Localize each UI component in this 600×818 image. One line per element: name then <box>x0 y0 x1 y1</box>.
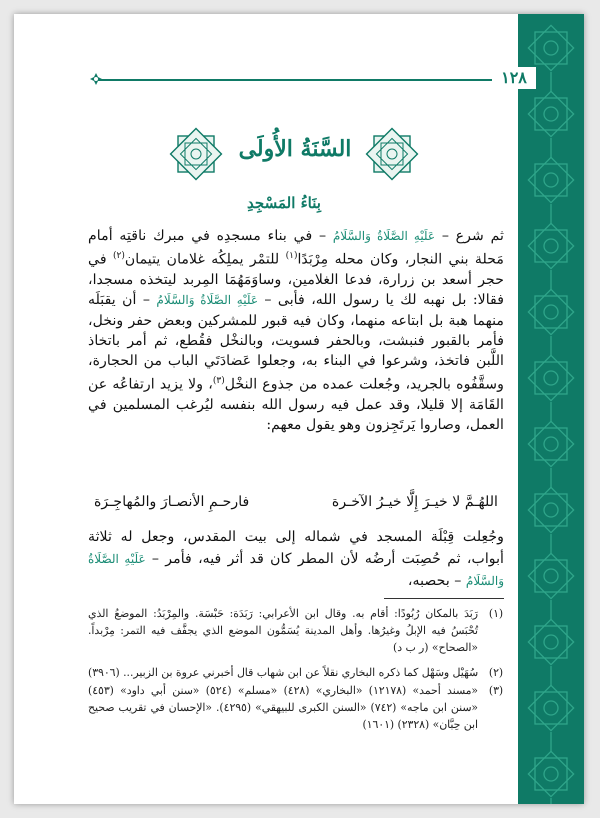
footnote-ref: (٢) <box>112 251 125 262</box>
footnote <box>88 682 508 733</box>
rosette-ornament-icon <box>364 126 420 182</box>
pattern-star <box>528 553 573 620</box>
honorific: عَلَيْهِ الصَّلَاةُ وَالسَّلَامُ <box>156 293 258 308</box>
text-run: – في بناء مسجدِه في مبرك ناقتِه أمام مَحلة بني النجار، وكان محله مِرْبَدًا <box>88 228 504 268</box>
text-run: – أن يقبَلَه منهما هبة بل ابتاعه منهما، وكان فيه قبور للمشركين وبعض حفر ونخل، فأمر بالقبور فنبشت، وبالحفر فسويت، وبالنخْل فقُطع، ثم أمر باتخاذ اللَّبن فاتخذ، وشرعوا في البناء به، وجعلوا عَضادَتَي الباب من الحجارة، وسقَّفُوه بالجريد، وجُعلت عمده من جذوع النخْل <box>88 292 504 393</box>
pattern-star <box>528 751 573 804</box>
pattern-star <box>528 421 573 488</box>
rosette-ornament-icon <box>168 126 224 182</box>
footnote-text: «مسند أحمد» (١٢١٧٨) «البخاري» (٤٢٨) «مسلم» (٥٢٤) «سنن أبي داود» (٤٥٣) «سنن ابن ماجه» (٧٤٢) «السنن الكبرى للبيهقي» (٤٢٩٥). «الإحسان في تقريب صحيح ابن حِبَّان» (٢٣٢٨) (١٦٠١) <box>88 684 478 731</box>
poem-hemistich: فارحـمِ الأنصـارَ والمُهاجِـرَة <box>94 494 250 510</box>
text-run: وجُعِلت قِبْلَة المسجد في شماله إلى بيت المقدس، وجعل له ثلاثة أبواب، ثم حُصِبَت أرضُه لأن المطر كان قد أثر فيه، فأمر – <box>88 529 504 567</box>
pattern-star <box>528 355 573 422</box>
text-run: للتمْر يملِكُه غلامان يتيمان <box>124 251 286 268</box>
footnote-text: سُهَيْل وسَهْل كما ذكره البخاري نقلاً عن ابن شهاب قال أخبرني عروة بن الزبير... (٣٩٠٦) <box>88 666 478 679</box>
main-text-continued <box>88 526 504 592</box>
page-number: ١٢٨ <box>492 67 536 89</box>
poem-hemistich: اللهُـمَّ لا خيـرَ إِلَّا خيـرُ الآخـرة <box>331 494 498 510</box>
header-rule <box>98 79 528 81</box>
pattern-star <box>528 223 573 290</box>
text-run: ، ولا يزيد ارتفاعُه عن القَامَة إلا قليلا، وقد عمل فيه رسول الله بنفسه ليُرغب المسلمين في العمل، وصاروا يَرتَجِزون وهو يقول معهم: <box>88 376 504 434</box>
footnote-number: (٢) <box>488 666 504 679</box>
decorative-side-band <box>518 14 584 804</box>
footnote-number: (١) <box>488 607 504 620</box>
subsection-title: بِنَاءُ المَسْجِدِ <box>247 194 321 212</box>
header-ornament-icon <box>90 73 102 85</box>
pattern-star <box>528 91 573 158</box>
footnote-ref: (٣) <box>212 376 225 387</box>
honorific: عَلَيْهِ الصَّلَاةُ وَالسَّلَامُ <box>88 552 504 588</box>
text-run: في حجر أسعد بن زرارة، فدعا الغلامين، وساوَمَهُمَا المِربد ليتخذه مسجدا، فقالا: بل نهبه لك يا رسول الله، فأبى – <box>88 251 504 309</box>
pattern-star <box>528 157 573 224</box>
book-page <box>14 14 584 804</box>
section-heading <box>174 126 414 192</box>
main-text <box>88 226 504 436</box>
footnote-separator <box>384 598 504 599</box>
pattern-star <box>528 619 573 686</box>
honorific: عَلَيْهِ الصَّلَاةُ وَالسَّلَامُ <box>332 229 436 243</box>
text-run: – بحصبه، <box>407 573 466 589</box>
footnote-number: (٣) <box>488 684 504 697</box>
pattern-star <box>528 289 573 356</box>
poem-verse <box>88 494 504 516</box>
footnote-ref: (١) <box>285 251 298 262</box>
text-run: ثم شرع – <box>435 228 504 244</box>
footnote <box>88 664 508 681</box>
geometric-pattern <box>518 14 584 804</box>
pattern-star <box>528 685 573 752</box>
footnote <box>88 605 508 656</box>
footnote-text: رَبَدَ بالمكان رُبُودًا: أقام به. وقال ابن الأعرابي: رَبَدَة: حَبْسَة. والمِرْبَدُ: الموضعُ الذي تُحْبَسُ فيه الإبلُ وغيرُها. وأهل المدينة يُسَمُّون الموضع الذي يجفَّف فيه التمر: مِرْبداً. «الصحاح» (ر ب د) <box>88 607 478 654</box>
paragraph <box>88 226 504 436</box>
pattern-star <box>528 487 573 554</box>
paragraph <box>88 526 504 592</box>
section-title: السَّنَةُ الأُولَى <box>238 136 352 162</box>
